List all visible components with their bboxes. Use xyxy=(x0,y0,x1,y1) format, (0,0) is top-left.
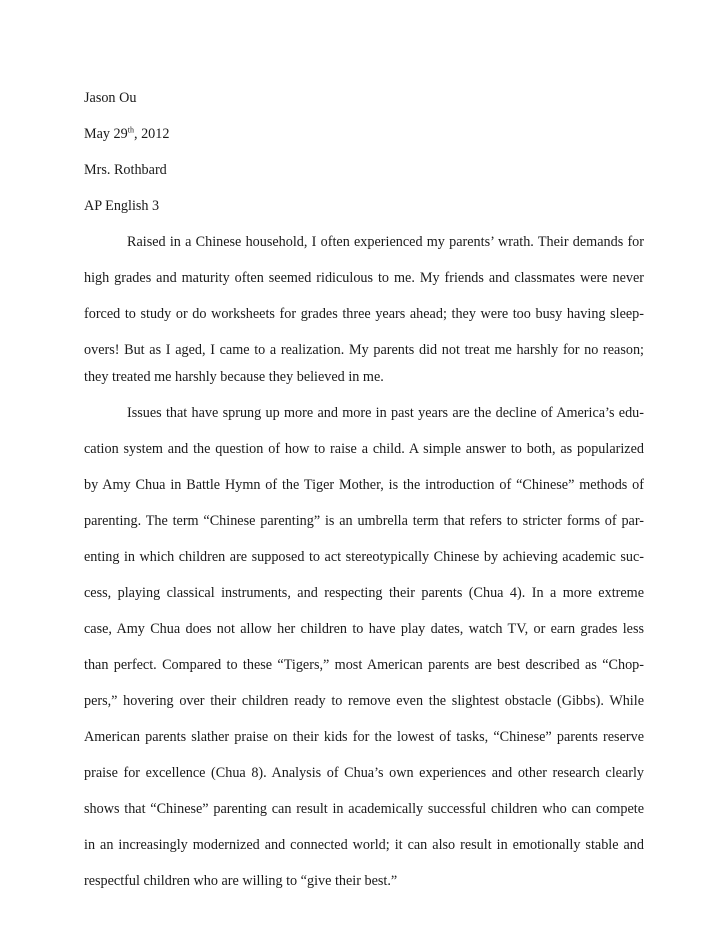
paragraph-line: by Amy Chua in Battle Hymn of the Tiger Mother, is the introduction of “Chinese” methods of xyxy=(84,477,644,493)
paragraph-line: in an increasingly modernized and connected world; it can also result in emotionally stable and xyxy=(84,837,644,853)
paragraph-line: Issues that have sprung up more and more in past years are the decline of America’s edu- xyxy=(127,405,644,421)
paragraph-line: shows that “Chinese” parenting can result in academically successful children who can compete xyxy=(84,801,644,817)
paragraph-line: than perfect. Compared to these “Tigers,” most American parents are best described as “Chop- xyxy=(84,657,644,673)
paragraph-line: high grades and maturity often seemed ridiculous to me. My friends and classmates were never xyxy=(84,270,644,286)
author-name: Jason Ou xyxy=(84,90,137,106)
paragraph-line: American parents slather praise on their kids for the lowest of tasks, “Chinese” parents reserve xyxy=(84,729,644,745)
paragraph-line: they treated me harshly because they believed in me. xyxy=(84,369,384,385)
paragraph-line: enting in which children are supposed to act stereotypically Chinese by achieving academic suc- xyxy=(84,549,644,565)
paragraph-line: cess, playing classical instruments, and respecting their parents (Chua 4). In a more extreme xyxy=(84,585,644,601)
teacher-name: Mrs. Rothbard xyxy=(84,162,167,178)
course-name: AP English 3 xyxy=(84,198,160,214)
paragraph-line: respectful children who are willing to “give their best.” xyxy=(84,873,398,889)
paragraph-line: Raised in a Chinese household, I often experienced my parents’ wrath. Their demands for xyxy=(127,234,644,250)
paragraph-line: pers,” hovering over their children ready to remove even the slightest obstacle (Gibbs). While xyxy=(84,693,644,709)
paragraph-line: forced to study or do worksheets for grades three years ahead; they were too busy having sleep- xyxy=(84,306,644,322)
date-year: , 2012 xyxy=(133,126,170,142)
paragraph-line: case, Amy Chua does not allow her children to have play dates, watch TV, or earn grades less xyxy=(84,621,644,637)
paragraph-line: overs! But as I aged, I came to a realization. My parents did not treat me harshly for no reason; xyxy=(84,342,644,358)
date-ordinal-suffix: th xyxy=(127,125,134,135)
essay-date xyxy=(84,125,169,143)
date-month-day: May 29 xyxy=(84,126,128,142)
paragraph-line: praise for excellence (Chua 8). Analysis of Chua’s own experiences and other research clearly xyxy=(84,765,644,781)
paragraph-line: cation system and the question of how to raise a child. A simple answer to both, as popularized xyxy=(84,441,644,457)
paragraph-line: parenting. The term “Chinese parenting” is an umbrella term that refers to stricter forms of par- xyxy=(84,513,644,529)
